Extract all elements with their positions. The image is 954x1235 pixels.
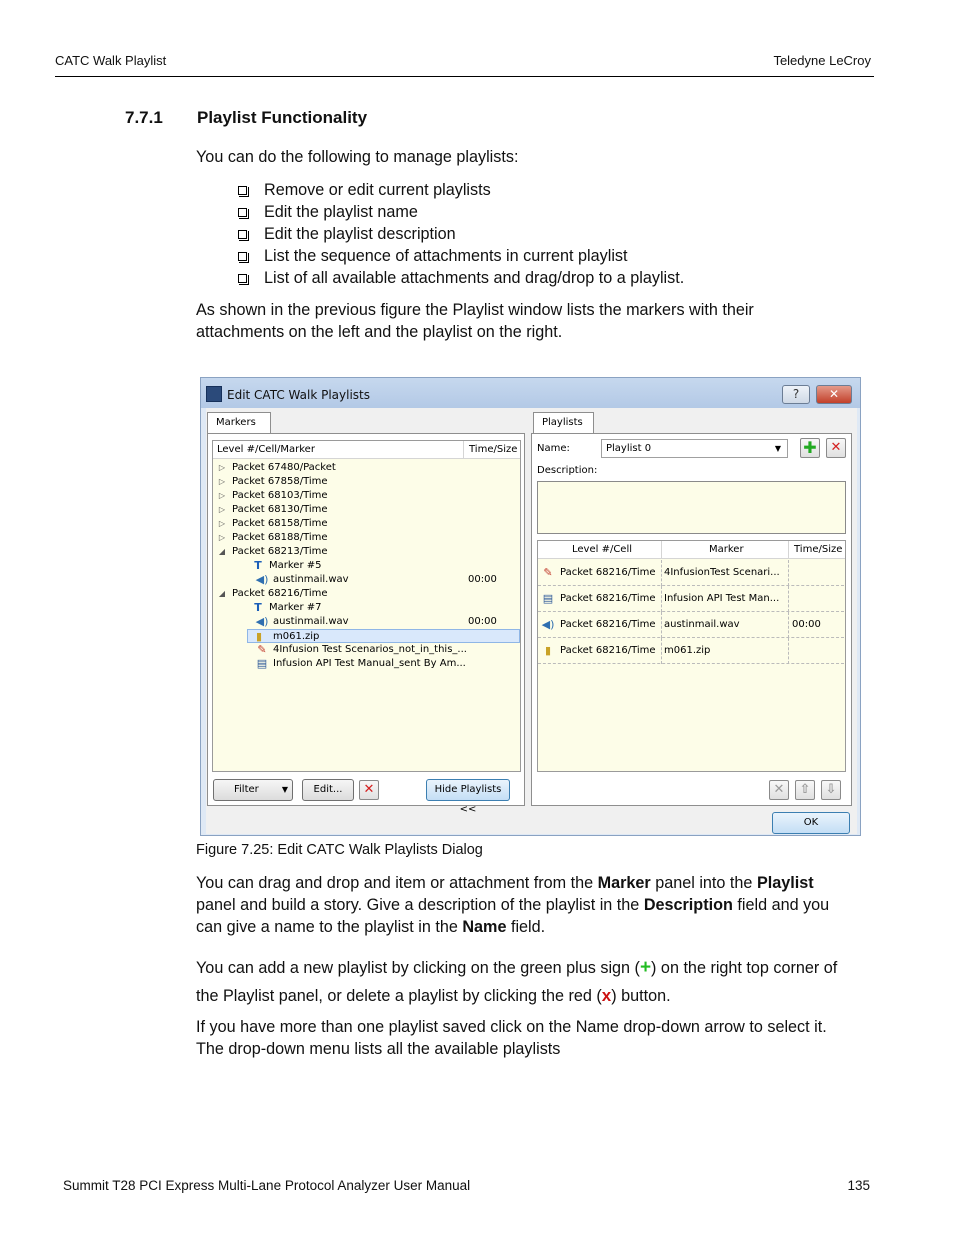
col-time-header[interactable]: Time/Size	[469, 444, 518, 455]
tree-row[interactable]: ◀) austinmail.wav 00:00	[255, 573, 497, 586]
document-icon: ▤	[542, 592, 554, 605]
tree-row[interactable]: ▷ Packet 68188/Time	[218, 532, 328, 543]
document-icon: ▤	[256, 657, 268, 670]
column-divider	[788, 541, 789, 559]
edit-button[interactable]: Edit...	[302, 779, 354, 801]
name-label: Name:	[537, 443, 570, 454]
playlist-row[interactable]: ▤ Packet 68216/Time Infusion API Test Man...	[538, 586, 844, 612]
move-up-button[interactable]	[795, 780, 815, 800]
header-rule	[55, 76, 874, 77]
tree-row[interactable]: ▷ Packet 67480/Packet	[218, 462, 336, 473]
green-plus-icon: ✚	[803, 438, 817, 457]
paragraph-2: You can drag and drop and item or attachment from the Marker panel into the Playlist panel and build a story. Give a description of the playlist in the Description field and you can give a name to the playlist in the Name field.	[196, 874, 830, 936]
collapse-arrow-icon[interactable]: ◢	[218, 589, 226, 598]
tree-row-selected[interactable]: ▮ m061.zip	[247, 629, 520, 643]
audio-icon: ◀)	[541, 618, 555, 631]
zip-icon: ▮	[544, 644, 552, 657]
bullet-item: Edit the playlist name	[236, 201, 684, 223]
paragraph-1: As shown in the previous figure the Playlist window lists the markers with their attachments on the left and the playlist on the right.	[196, 301, 754, 341]
tree-row[interactable]: ▷ Packet 68130/Time	[218, 504, 328, 515]
checkbox-bullet-icon	[238, 208, 247, 217]
checkbox-bullet-icon	[238, 230, 247, 239]
footer-title: Summit T28 PCI Express Multi-Lane Protocol Analyzer User Manual	[63, 1178, 471, 1193]
bullet-item: Remove or edit current playlists	[236, 179, 684, 201]
arrow-up-icon: ⇧	[799, 782, 811, 797]
collapse-arrow-icon[interactable]: ◢	[218, 547, 226, 556]
playlist-row[interactable]: ✎ Packet 68216/Time 4InfusionTest Scenari...	[538, 560, 844, 586]
audio-icon: ◀)	[255, 615, 269, 628]
pdf-icon: ✎	[257, 643, 267, 656]
audio-icon: ◀)	[255, 573, 269, 586]
playlist-row[interactable]: ◀) Packet 68216/Time austinmail.wav 00:00	[538, 612, 844, 638]
pdf-icon: ✎	[543, 566, 553, 579]
markers-panel	[207, 433, 525, 815]
expand-arrow-icon[interactable]: ▷	[218, 491, 226, 500]
dialog-client	[206, 408, 857, 834]
tree-row[interactable]: T Marker #7	[213, 601, 520, 615]
app-icon	[206, 386, 222, 402]
dialog-title: Edit CATC Walk Playlists	[227, 388, 370, 402]
expand-arrow-icon[interactable]: ▷	[218, 477, 226, 486]
help-button[interactable]: ?	[782, 385, 810, 404]
chevron-down-icon[interactable]: ▼	[774, 444, 781, 453]
expand-arrow-icon[interactable]: ▷	[218, 519, 226, 528]
name-dropdown[interactable]: Playlist 0 ▼	[601, 439, 788, 458]
gray-x-icon: ✕	[773, 782, 785, 797]
playlists-panel	[531, 433, 852, 806]
tab-playlists[interactable]: Playlists	[533, 412, 594, 434]
tree-row[interactable]: ▷ Packet 68158/Time	[218, 518, 328, 529]
zip-icon: ▮	[255, 630, 263, 643]
expand-arrow-icon[interactable]: ▷	[218, 505, 226, 514]
checkbox-bullet-icon	[238, 186, 247, 195]
playlist-row[interactable]: ▮ Packet 68216/Time m061.zip	[538, 638, 844, 664]
description-label: Description:	[537, 465, 598, 476]
add-playlist-button[interactable]	[800, 438, 820, 458]
col-marker-header[interactable]: Marker	[709, 544, 744, 555]
green-plus-icon: +	[639, 957, 652, 978]
playlist-column-header	[538, 541, 845, 559]
hide-playlists-button[interactable]: Hide Playlists <<	[426, 779, 510, 801]
running-header-left: CATC Walk Playlist	[55, 53, 167, 68]
checkbox-bullet-icon	[238, 274, 247, 283]
expand-arrow-icon[interactable]: ▷	[218, 533, 226, 542]
edit-playlists-dialog	[200, 377, 861, 836]
col-time-header[interactable]: Time/Size	[794, 544, 843, 555]
section-title: Playlist Functionality	[197, 108, 368, 127]
tree-row[interactable]: ✎ 4Infusion Test Scenarios_not_in_this_...	[213, 643, 520, 657]
tree-row[interactable]: T Marker #5	[213, 559, 520, 573]
tab-markers[interactable]: Markers	[207, 412, 271, 434]
red-x-icon: ✕	[830, 440, 842, 455]
markers-column-header	[213, 441, 520, 459]
tree-row[interactable]: ▷ Packet 67858/Time	[218, 476, 328, 487]
checkbox-bullet-icon	[238, 252, 247, 261]
intro-paragraph: You can do the following to manage playlists:	[196, 148, 519, 166]
paragraph-3: You can add a new playlist by clicking on the green plus sign (+) on the right top corner of the Playlist panel, or delete a playlist by clicking the red (x) button.	[196, 957, 838, 1005]
marker-icon: T	[254, 559, 262, 572]
figure-caption: Figure 7.25: Edit CATC Walk Playlists Dialog	[196, 842, 483, 858]
bullet-item: List the sequence of attachments in current playlist	[236, 245, 684, 267]
close-button[interactable]: ✕	[816, 385, 852, 404]
arrow-down-icon: ⇩	[825, 782, 837, 797]
tree-row[interactable]: ◢ Packet 68216/Time	[218, 588, 328, 599]
col-level-header[interactable]: Level #/Cell/Marker	[217, 444, 315, 455]
marker-icon: T	[254, 601, 262, 614]
page-number: 135	[847, 1178, 870, 1193]
move-down-button[interactable]	[821, 780, 841, 800]
tree-row[interactable]: ▷ Packet 68103/Time	[218, 490, 328, 501]
running-header-right: Teledyne LeCroy	[773, 53, 871, 68]
description-field[interactable]	[537, 481, 846, 534]
bullet-item: List of all available attachments and drag/drop to a playlist.	[236, 267, 684, 289]
bullet-item: Edit the playlist description	[236, 223, 684, 245]
chevron-down-icon: ▼	[281, 785, 288, 794]
delete-playlist-button[interactable]	[826, 438, 846, 458]
tree-row[interactable]: ◀) austinmail.wav 00:00	[255, 615, 497, 628]
bullet-list	[236, 179, 684, 289]
delete-marker-button[interactable]	[359, 780, 379, 800]
ok-button[interactable]: OK	[772, 812, 850, 834]
remove-item-button[interactable]	[769, 780, 789, 800]
col-level-header[interactable]: Level #/Cell	[572, 544, 633, 555]
section-number: 7.7.1	[125, 108, 163, 127]
playlist-grid	[537, 540, 846, 772]
column-divider	[661, 541, 662, 559]
filter-dropdown[interactable]: Filter ▼	[213, 779, 293, 801]
dialog-titlebar	[201, 378, 860, 408]
red-x-icon: ✕	[363, 782, 375, 797]
paragraph-4: If you have more than one playlist saved click on the Name drop-down arrow to select it. The drop-down menu lists all the available playlists	[196, 1018, 827, 1058]
expand-arrow-icon[interactable]: ▷	[218, 463, 226, 472]
tree-row[interactable]: ▤ Infusion API Test Manual_sent By Am...	[256, 657, 466, 670]
red-x-icon: x	[601, 986, 612, 1005]
tree-row[interactable]: ◢ Packet 68213/Time	[218, 546, 328, 557]
column-divider	[463, 441, 464, 459]
markers-tree	[212, 440, 521, 772]
